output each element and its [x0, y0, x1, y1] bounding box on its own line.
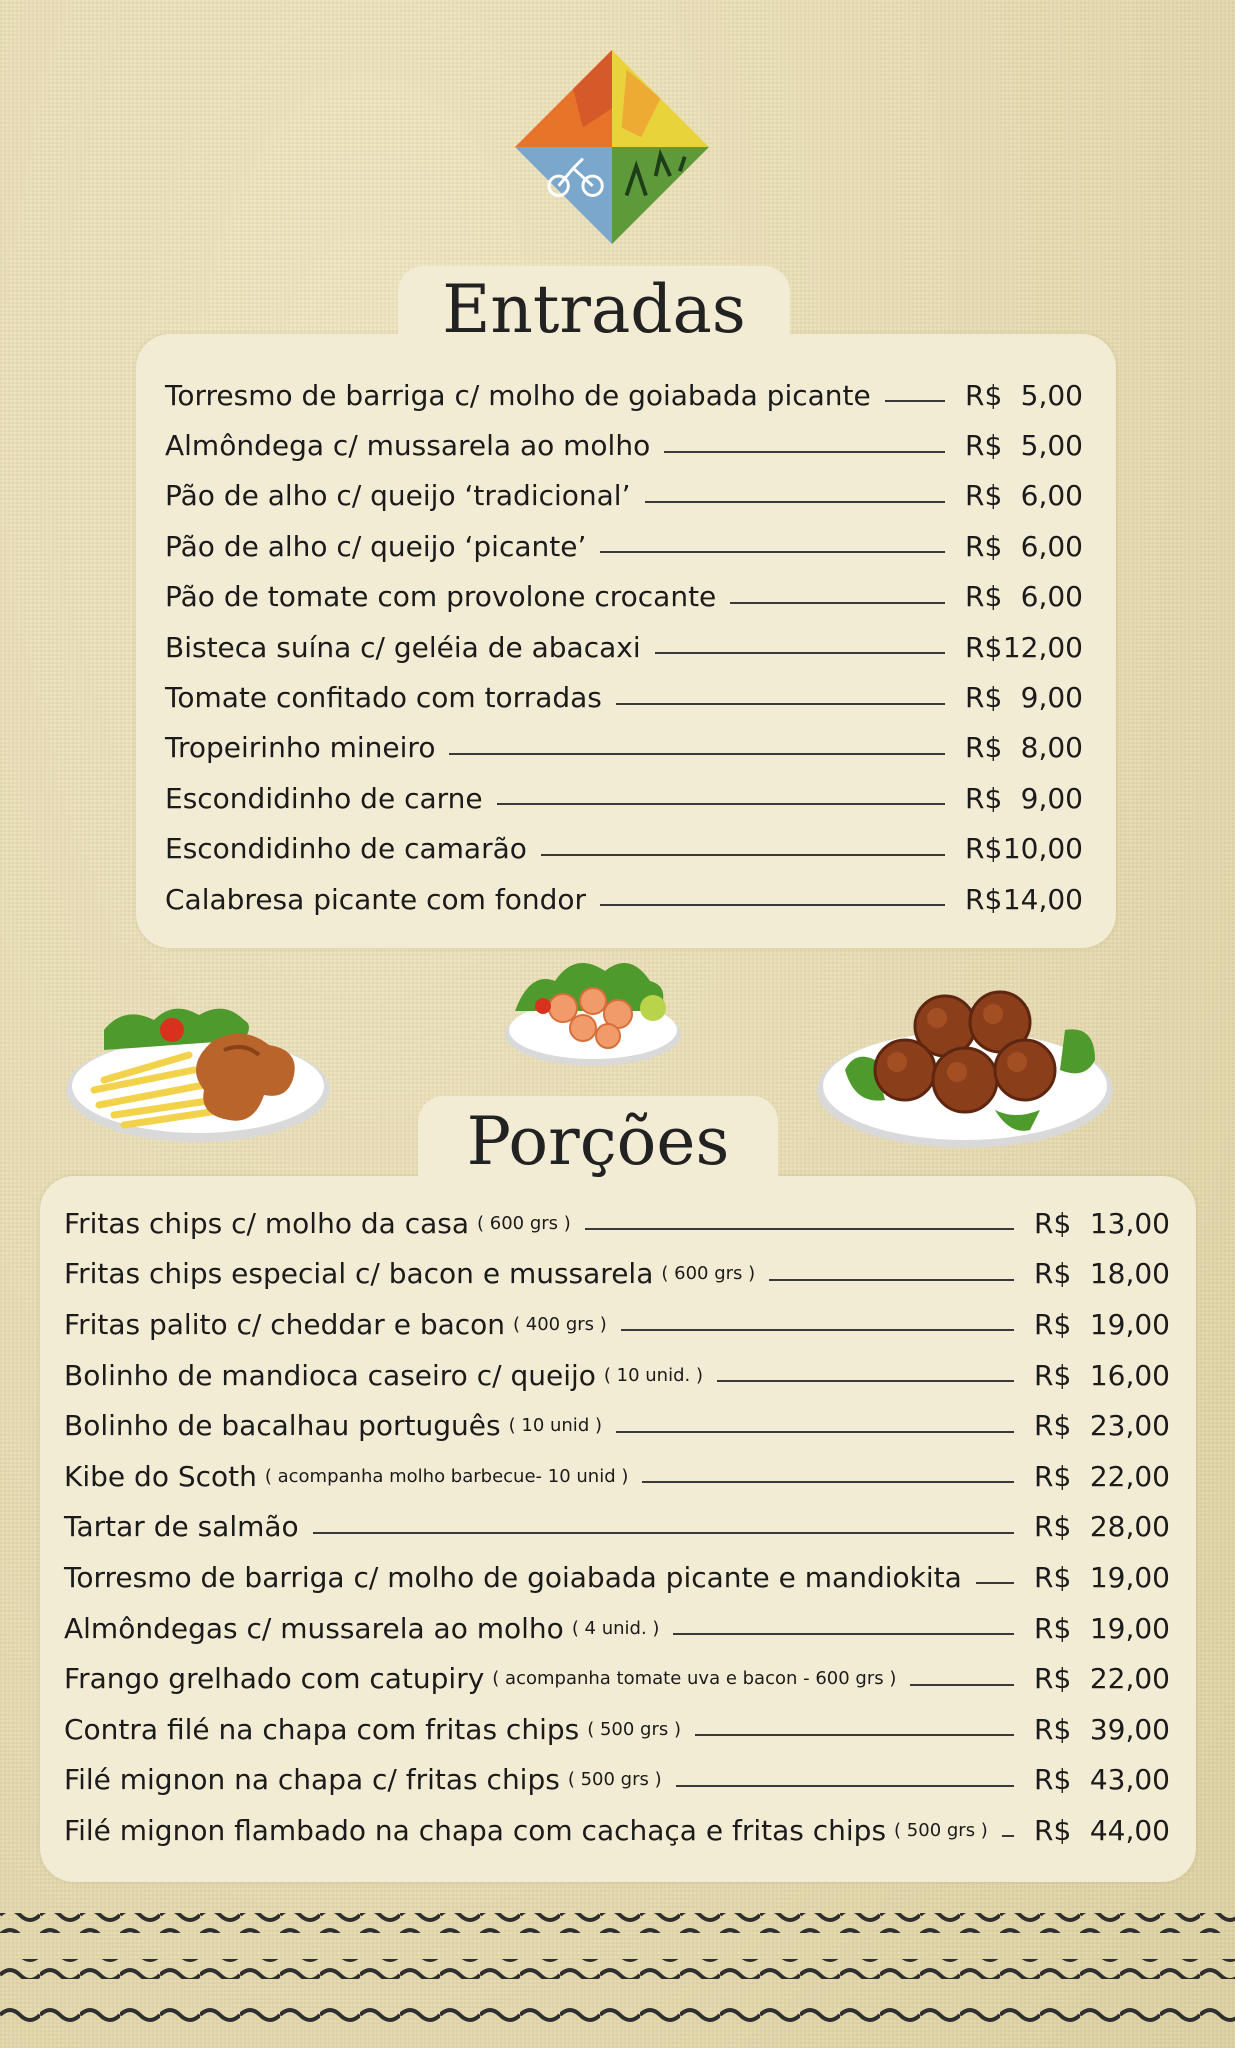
wave-border-decoration: [0, 1905, 1235, 2048]
porcoes-list: [64, 1198, 1170, 1856]
leader-line: [717, 1380, 1014, 1382]
menu-item-name: Fritas chips especial c/ bacon e mussarela: [64, 1257, 654, 1291]
menu-item-name: Frango grelhado com catupiry: [64, 1662, 485, 1696]
menu-item-row: [165, 672, 1083, 722]
menu-item-name: Bolinho de bacalhau português: [64, 1409, 501, 1443]
leader-line: [976, 1582, 1014, 1584]
menu-item-row: [64, 1653, 1170, 1704]
menu-item-row: [165, 773, 1083, 823]
price-currency: R$: [965, 429, 1003, 463]
menu-item-note: ( 400 grs ): [513, 1313, 607, 1335]
leader-line: [642, 1481, 1014, 1483]
price-value: 6,00: [1020, 529, 1083, 563]
menu-item-price: [1034, 1308, 1170, 1341]
menu-item-note: ( 500 grs ): [894, 1819, 988, 1841]
price-value: 8,00: [1020, 731, 1083, 765]
porcoes-title: Porções: [418, 1096, 778, 1188]
price-currency: R$: [965, 731, 1003, 765]
price-value: 10,00: [1002, 832, 1083, 866]
price-value: 9,00: [1020, 681, 1083, 715]
price-value: 6,00: [1020, 479, 1083, 513]
leader-line: [673, 1633, 1014, 1635]
menu-item-row: [165, 370, 1083, 420]
menu-item-row: [64, 1350, 1170, 1401]
menu-item-price: [1034, 1612, 1170, 1645]
leader-line: [695, 1734, 1014, 1736]
menu-item-row: [64, 1198, 1170, 1249]
fries-and-chicken-plate-icon: [64, 990, 332, 1150]
price-currency: R$: [1034, 1409, 1072, 1443]
price-currency: R$: [1034, 1712, 1072, 1746]
leader-line: [600, 904, 945, 906]
price-value: 19,00: [1089, 1611, 1170, 1645]
menu-item-name: Fritas chips c/ molho da casa: [64, 1206, 469, 1240]
menu-item-price: [965, 782, 1083, 815]
menu-item-name: Pão de alho c/ queijo ‘tradicional’: [165, 479, 631, 513]
price-currency: R$: [1034, 1206, 1072, 1240]
menu-item-name: Tropeirinho mineiro: [165, 731, 436, 765]
menu-item-price: [965, 530, 1083, 563]
menu-item-price: [965, 681, 1083, 714]
menu-item-row: [165, 824, 1083, 874]
price-currency: R$: [965, 479, 1003, 513]
menu-item-row: [64, 1552, 1170, 1603]
leader-line: [497, 803, 945, 805]
price-value: 13,00: [1089, 1206, 1170, 1240]
price-value: 44,00: [1089, 1813, 1170, 1847]
menu-item-price: [1034, 1257, 1170, 1290]
price-currency: R$: [1034, 1813, 1072, 1847]
menu-item-price: [965, 479, 1083, 512]
croquettes-plate-icon: [815, 990, 1115, 1154]
price-currency: R$: [1034, 1257, 1072, 1291]
menu-item-row: [165, 874, 1083, 924]
menu-item-price: [1034, 1763, 1170, 1796]
menu-item-name: Torresmo de barriga c/ molho de goiabada picante: [165, 378, 871, 412]
price-value: 9,00: [1020, 781, 1083, 815]
price-value: 6,00: [1020, 580, 1083, 614]
menu-item-price: [965, 379, 1083, 412]
menu-item-name: Pão de alho c/ queijo ‘picante’: [165, 529, 587, 563]
menu-item-price: [1034, 1460, 1170, 1493]
price-currency: R$: [1034, 1611, 1072, 1645]
price-value: 16,00: [1089, 1358, 1170, 1392]
price-value: 22,00: [1089, 1662, 1170, 1696]
leader-line: [645, 501, 946, 503]
leader-line: [1002, 1835, 1014, 1837]
price-currency: R$: [1034, 1459, 1072, 1493]
menu-item-name: Pão de tomate com provolone crocante: [165, 580, 717, 614]
price-currency: R$: [965, 832, 1003, 866]
entradas-title: Entradas: [398, 266, 790, 356]
price-value: 14,00: [1002, 882, 1083, 916]
leader-line: [541, 854, 945, 856]
leader-line: [585, 1228, 1014, 1230]
menu-item-note: ( acompanha tomate uva e bacon - 600 grs ): [492, 1668, 897, 1690]
menu-item-name: Almôndega c/ mussarela ao molho: [165, 429, 651, 463]
price-currency: R$: [1034, 1662, 1072, 1696]
menu-item-note: ( 10 unid. ): [603, 1364, 703, 1386]
menu-item-row: [64, 1603, 1170, 1654]
price-currency: R$: [965, 529, 1003, 563]
menu-item-name: Bolinho de mandioca caseiro c/ queijo: [64, 1358, 596, 1392]
leader-line: [313, 1532, 1014, 1534]
menu-item-price: [965, 883, 1083, 916]
menu-item-note: ( 10 unid ): [508, 1415, 602, 1437]
menu-item-price: [1034, 1814, 1170, 1847]
price-value: 19,00: [1089, 1307, 1170, 1341]
menu-item-note: ( 4 unid. ): [571, 1617, 660, 1639]
menu-item-name: Bisteca suína c/ geléia de abacaxi: [165, 630, 641, 664]
menu-item-row: [64, 1502, 1170, 1553]
menu-item-price: [1034, 1359, 1170, 1392]
price-value: 22,00: [1089, 1459, 1170, 1493]
menu-item-row: [165, 622, 1083, 672]
price-currency: R$: [965, 378, 1003, 412]
leader-line: [664, 451, 945, 453]
price-value: 12,00: [1002, 630, 1083, 664]
menu-item-row: [165, 572, 1083, 622]
menu-item-name: Calabresa picante com fondor: [165, 882, 586, 916]
leader-line: [676, 1785, 1014, 1787]
menu-item-name: Tartar de salmão: [64, 1510, 299, 1544]
shrimp-salad-plate-icon: [503, 956, 683, 1070]
menu-item-row: [165, 471, 1083, 521]
leader-line: [600, 551, 945, 553]
price-value: 5,00: [1020, 429, 1083, 463]
menu-item-row: [64, 1299, 1170, 1350]
leader-line: [730, 602, 945, 604]
price-currency: R$: [965, 781, 1003, 815]
price-currency: R$: [965, 681, 1003, 715]
menu-item-name: Escondidinho de camarão: [165, 832, 527, 866]
menu-item-name: Filé mignon na chapa c/ fritas chips: [64, 1763, 560, 1797]
menu-item-name: Filé mignon flambado na chapa com cachaça e fritas chips: [64, 1813, 887, 1847]
price-currency: R$: [1034, 1560, 1072, 1594]
menu-item-row: [64, 1805, 1170, 1856]
price-value: 28,00: [1089, 1510, 1170, 1544]
leader-line: [616, 1431, 1014, 1433]
menu-item-row: [64, 1249, 1170, 1300]
menu-item-name: Tomate confitado com torradas: [165, 681, 602, 715]
menu-item-name: Kibe do Scoth: [64, 1459, 257, 1493]
menu-item-name: Torresmo de barriga c/ molho de goiabada picante e mandiokita: [64, 1560, 962, 1594]
menu-item-name: Contra filé na chapa com fritas chips: [64, 1712, 580, 1746]
price-value: 19,00: [1089, 1560, 1170, 1594]
menu-item-price: [965, 731, 1083, 764]
price-currency: R$: [1034, 1763, 1072, 1797]
menu-item-note: ( acompanha molho barbecue- 10 unid ): [264, 1465, 629, 1487]
menu-item-row: [165, 420, 1083, 470]
menu-item-note: ( 500 grs ): [587, 1718, 681, 1740]
entradas-list: [165, 370, 1083, 924]
leader-line: [769, 1279, 1014, 1281]
menu-item-name: Almôndegas c/ mussarela ao molho: [64, 1611, 564, 1645]
price-value: 18,00: [1089, 1257, 1170, 1291]
menu-item-row: [64, 1400, 1170, 1451]
menu-item-price: [1034, 1409, 1170, 1442]
price-currency: R$: [965, 630, 1003, 664]
menu-item-price: [965, 832, 1083, 865]
price-currency: R$: [1034, 1358, 1072, 1392]
menu-item-row: [165, 723, 1083, 773]
menu-item-row: [64, 1451, 1170, 1502]
menu-item-price: [1034, 1561, 1170, 1594]
price-value: 43,00: [1089, 1763, 1170, 1797]
menu-item-price: [965, 429, 1083, 462]
menu-item-price: [1034, 1207, 1170, 1240]
leader-line: [910, 1684, 1014, 1686]
price-currency: R$: [1034, 1510, 1072, 1544]
menu-item-row: [165, 521, 1083, 571]
price-currency: R$: [965, 580, 1003, 614]
menu-item-note: ( 500 grs ): [567, 1769, 662, 1791]
menu-item-price: [1034, 1510, 1170, 1543]
price-value: 23,00: [1089, 1409, 1170, 1443]
menu-item-note: ( 600 grs ): [661, 1263, 756, 1285]
price-value: 5,00: [1020, 378, 1083, 412]
leader-line: [449, 753, 945, 755]
leader-line: [616, 703, 945, 705]
menu-item-name: Fritas palito c/ cheddar e bacon: [64, 1307, 506, 1341]
menu-item-price: [1034, 1662, 1170, 1695]
menu-item-price: [965, 580, 1083, 613]
leader-line: [621, 1329, 1014, 1331]
menu-item-price: [1034, 1713, 1170, 1746]
price-currency: R$: [965, 882, 1003, 916]
price-currency: R$: [1034, 1307, 1072, 1341]
menu-item-row: [64, 1755, 1170, 1806]
menu-item-price: [965, 631, 1083, 664]
menu-item-note: ( 600 grs ): [477, 1212, 571, 1234]
diamond-logo-icon: [515, 50, 709, 244]
menu-item-name: Escondidinho de carne: [165, 781, 483, 815]
leader-line: [655, 652, 945, 654]
price-value: 39,00: [1089, 1712, 1170, 1746]
menu-item-row: [64, 1704, 1170, 1755]
leader-line: [885, 400, 945, 402]
